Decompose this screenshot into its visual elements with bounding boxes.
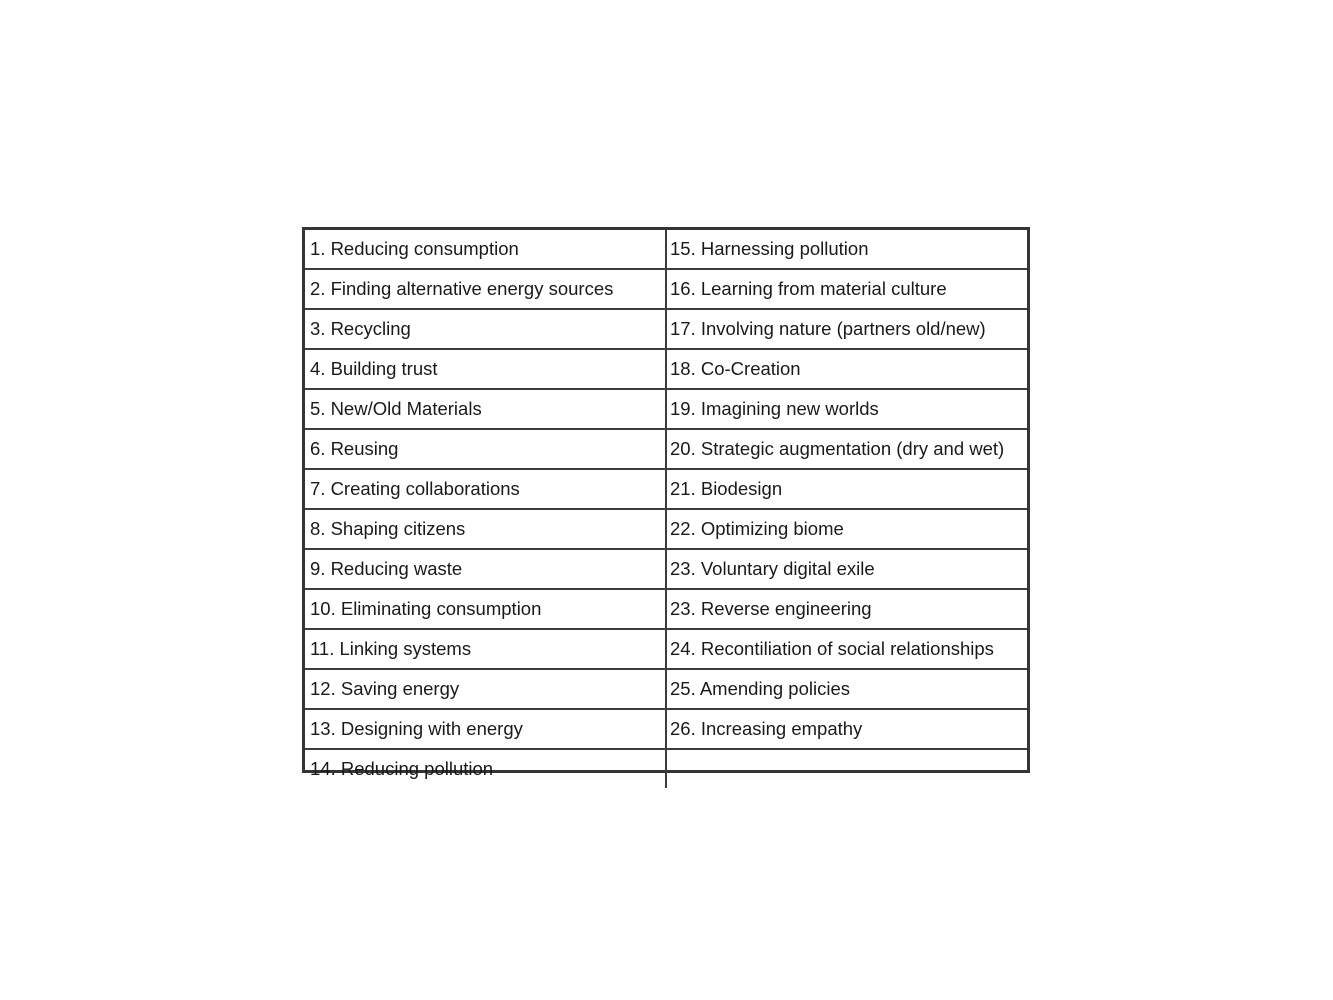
table-cell-left: 9. Reducing waste <box>305 549 666 589</box>
table-cell-right: 20. Strategic augmentation (dry and wet) <box>666 429 1027 469</box>
table-row <box>305 309 1027 349</box>
table-row <box>305 709 1027 749</box>
table-cell-left: 4. Building trust <box>305 349 666 389</box>
table-row <box>305 429 1027 469</box>
table-cell-right: 21. Biodesign <box>666 469 1027 509</box>
table-cell-right: 19. Imagining new worlds <box>666 389 1027 429</box>
table-cell-right: 17. Involving nature (partners old/new) <box>666 309 1027 349</box>
table-cell-left: 6. Reusing <box>305 429 666 469</box>
table-row <box>305 669 1027 709</box>
table-cell-right <box>666 749 1027 788</box>
table-cell-right: 24. Recontiliation of social relationships <box>666 629 1027 669</box>
table-row <box>305 389 1027 429</box>
table-cell-left: 8. Shaping citizens <box>305 509 666 549</box>
table-cell-right: 15. Harnessing pollution <box>666 230 1027 269</box>
table-cell-right: 18. Co-Creation <box>666 349 1027 389</box>
table-row <box>305 549 1027 589</box>
table-cell-right: 25. Amending policies <box>666 669 1027 709</box>
strategy-table <box>305 230 1027 788</box>
table-row <box>305 469 1027 509</box>
table-row <box>305 349 1027 389</box>
table-cell-left: 13. Designing with energy <box>305 709 666 749</box>
table-cell-left: 5. New/Old Materials <box>305 389 666 429</box>
table-cell-right: 23. Reverse engineering <box>666 589 1027 629</box>
table-cell-left: 11. Linking systems <box>305 629 666 669</box>
table-cell-left: 10. Eliminating consumption <box>305 589 666 629</box>
table-row <box>305 509 1027 549</box>
table-row <box>305 230 1027 269</box>
table-cell-left: 1. Reducing consumption <box>305 230 666 269</box>
table-cell-right: 23. Voluntary digital exile <box>666 549 1027 589</box>
strategy-table-frame <box>302 227 1030 779</box>
table-cell-left: 12. Saving energy <box>305 669 666 709</box>
table-row <box>305 269 1027 309</box>
table-row <box>305 589 1027 629</box>
table-cell-left: 14. Reducing pollution <box>305 749 666 788</box>
table-cell-right: 26. Increasing empathy <box>666 709 1027 749</box>
table-row <box>305 629 1027 669</box>
table-cell-left: 7. Creating collaborations <box>305 469 666 509</box>
table-cell-right: 16. Learning from material culture <box>666 269 1027 309</box>
table-cell-left: 2. Finding alternative energy sources <box>305 269 666 309</box>
table-cell-right: 22. Optimizing biome <box>666 509 1027 549</box>
table-row <box>305 749 1027 788</box>
table-cell-left: 3. Recycling <box>305 309 666 349</box>
